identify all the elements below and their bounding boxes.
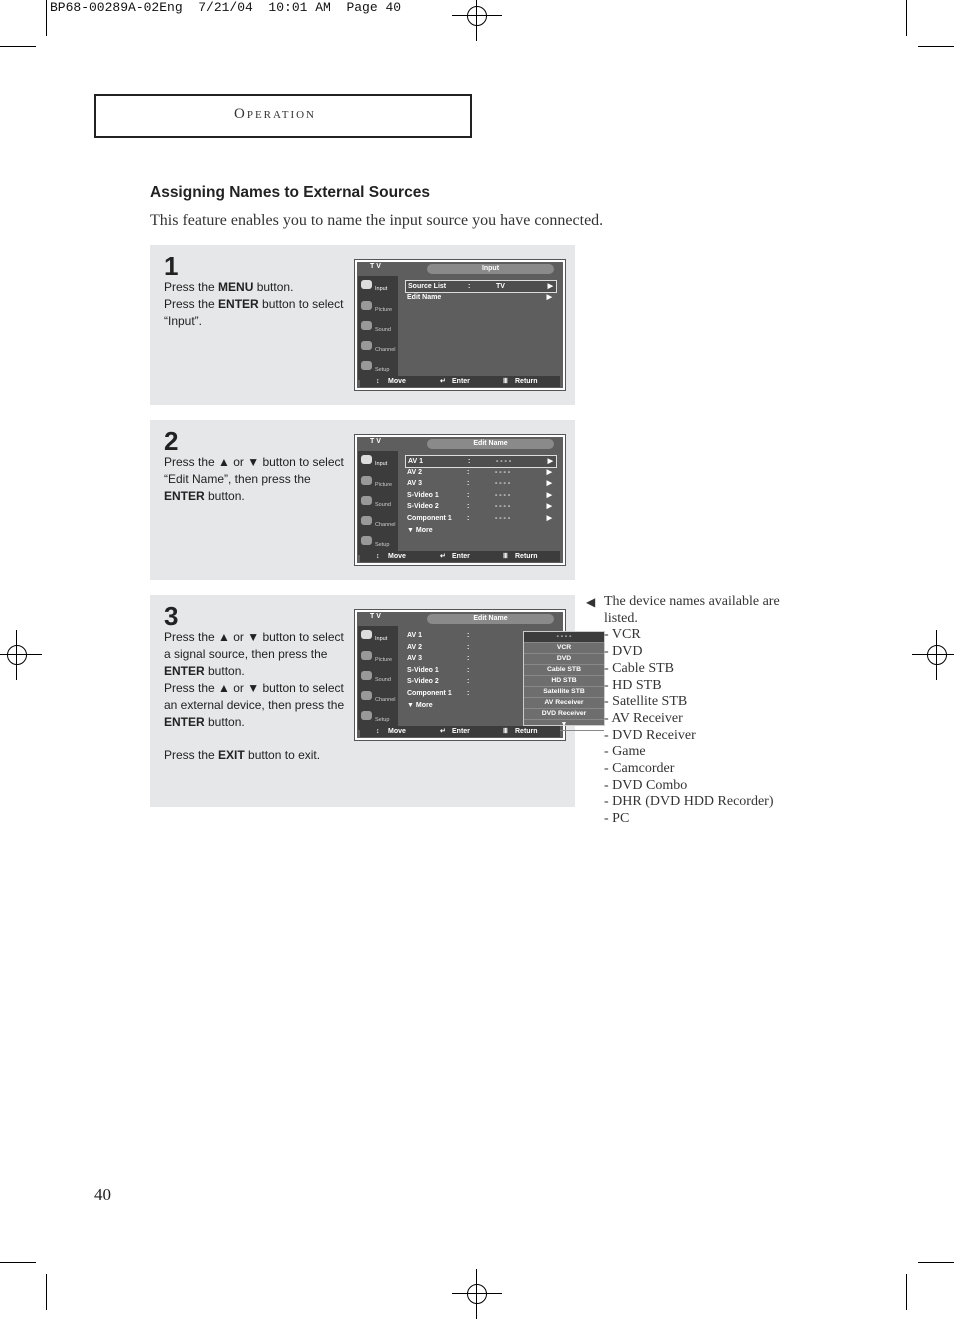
osd-row-name: S-Video 1 <box>407 491 439 499</box>
osd-sidebar-label: Input <box>375 636 388 642</box>
osd-sidebar-label: Picture <box>375 657 393 663</box>
osd-sidebar-label: Setup <box>375 542 390 548</box>
osd-footer-ret: Return <box>515 378 538 385</box>
osd-row-colon: : <box>467 503 470 511</box>
input-icon <box>361 630 372 639</box>
osd-menu-row[interactable] <box>405 478 555 489</box>
osd-sidebar-item-sound[interactable] <box>360 494 397 512</box>
setup-icon <box>361 361 372 370</box>
registration-mark <box>462 1279 492 1309</box>
dropdown-option[interactable]: Cable STB <box>524 665 604 676</box>
osd-row-name: AV 1 <box>408 458 424 465</box>
device-name-item: - VCR <box>604 627 641 643</box>
registration-mark <box>2 640 32 670</box>
crop-mark <box>0 46 36 47</box>
osd-footer-ret: Return <box>515 553 538 560</box>
osd-row-name: S-Video 1 <box>407 666 439 674</box>
osd-footer-enter: Enter <box>452 728 470 735</box>
osd-row-name: ▼ More <box>407 526 433 534</box>
osd-menu-list <box>403 626 587 730</box>
channel-icon <box>361 691 372 700</box>
osd-row-value: - - - - <box>496 458 512 465</box>
move-icon: ↕ <box>376 378 380 385</box>
step-number: 2 <box>164 426 179 456</box>
pointer-left-icon: ◀ <box>586 595 596 609</box>
tv-menu-screen <box>354 609 587 741</box>
tv-menu-screen <box>354 434 566 566</box>
page-heading: Assigning Names to External Sources <box>150 184 430 201</box>
play-arrow-icon: ▶ <box>546 480 552 488</box>
osd-menu-title: Edit Name <box>427 614 554 624</box>
osd-row-colon: : <box>467 690 470 697</box>
device-name-item: - Cable STB <box>604 660 674 676</box>
section-header-box <box>94 94 472 138</box>
osd-sidebar-label: Channel <box>375 347 396 353</box>
osd-sidebar-label: Channel <box>375 697 396 703</box>
osd-sidebar-label: Input <box>375 286 388 292</box>
osd-sidebar-label: Picture <box>375 482 393 488</box>
osd-sidebar-item-picture[interactable] <box>360 649 397 667</box>
osd-row-colon: : <box>467 515 470 522</box>
osd-row-name: AV 1 <box>407 632 423 639</box>
osd-menu-title: Input <box>427 264 554 274</box>
sound-icon <box>361 321 372 330</box>
osd-menu-row[interactable] <box>405 525 555 536</box>
crop-mark <box>46 1274 47 1310</box>
osd-row-colon: : <box>467 491 470 499</box>
osd-footer-ret: Return <box>515 728 538 735</box>
dropdown-option[interactable]: AV Receiver <box>524 698 604 709</box>
osd-menu-list <box>403 451 558 555</box>
instruction-line: Press the ▲ or ▼ button to select a signal source, then press the ENTER button. <box>164 630 344 678</box>
device-name-item: - DVD Receiver <box>604 727 696 743</box>
osd-menu-row[interactable] <box>405 513 555 524</box>
device-name-item: - DVD <box>604 644 643 660</box>
osd-sidebar-item-setup[interactable] <box>360 359 397 377</box>
input-icon <box>361 455 372 464</box>
crop-mark <box>906 0 907 36</box>
osd-sidebar-item-setup[interactable] <box>360 709 397 727</box>
instruction-line: Press the MENU button. <box>164 280 294 294</box>
enter-icon: ↵ <box>440 378 446 385</box>
osd-sidebar <box>358 626 398 730</box>
osd-footer-move: Move <box>388 728 406 735</box>
crop-mark <box>918 46 954 47</box>
osd-footer <box>360 726 560 737</box>
device-name-item: - AV Receiver <box>604 710 683 726</box>
osd-row-colon: : <box>467 643 470 651</box>
osd-footer <box>360 551 560 562</box>
picture-icon <box>361 301 372 310</box>
osd-row-colon: : <box>467 480 470 488</box>
osd-row-colon: : <box>468 458 471 465</box>
osd-sidebar-item-sound[interactable] <box>360 669 397 687</box>
move-icon: ↕ <box>376 728 380 735</box>
osd-sidebar-item-channel[interactable] <box>360 339 397 357</box>
osd-footer-enter: Enter <box>452 378 470 385</box>
osd-sidebar-item-input[interactable] <box>360 628 397 646</box>
step-instructions <box>164 454 349 505</box>
osd-row-colon: : <box>468 283 471 290</box>
osd-footer <box>360 376 560 387</box>
registration-mark <box>462 1 492 31</box>
osd-sidebar-item-sound[interactable] <box>360 319 397 337</box>
return-icon: Ⅲ <box>503 553 508 560</box>
osd-row-colon: : <box>467 632 470 639</box>
osd-sidebar-item-channel[interactable] <box>360 514 397 532</box>
osd-row-name: Source List <box>408 283 447 290</box>
page-number: 40 <box>94 1185 111 1204</box>
osd-row-colon: : <box>467 655 470 663</box>
dropdown-option[interactable]: HD STB <box>524 676 604 687</box>
osd-sidebar-label: Channel <box>375 522 396 528</box>
picture-icon <box>361 476 372 485</box>
printer-slug: BP68-00289A-02Eng 7/21/04 10:01 AM Page 40 <box>50 0 402 15</box>
step-panel-2 <box>150 420 575 580</box>
instruction-line: Press the ENTER button to select “Input”. <box>164 297 344 328</box>
osd-row-name: S-Video 2 <box>407 503 439 511</box>
return-icon: Ⅲ <box>503 728 508 735</box>
play-arrow-icon: ▶ <box>546 293 552 301</box>
enter-icon: ↵ <box>440 553 446 560</box>
channel-icon <box>361 516 372 525</box>
osd-row-value: - - - - <box>495 515 511 522</box>
device-names-note <box>586 594 806 828</box>
device-name-item: - Camcorder <box>604 761 675 777</box>
device-name-list <box>604 627 806 827</box>
osd-row-name: AV 2 <box>407 468 423 476</box>
device-name-item: - HD STB <box>604 677 662 693</box>
osd-row-name: AV 3 <box>407 480 423 488</box>
osd-row-name: ▼ More <box>407 701 433 709</box>
play-arrow-icon: ▶ <box>546 503 552 511</box>
osd-menu-row[interactable] <box>405 467 555 478</box>
instruction-line: Press the ▲ or ▼ button to select “Edit Name”, then press the ENTER button. <box>164 455 344 503</box>
osd-sidebar <box>358 276 398 380</box>
sound-icon <box>361 671 372 680</box>
dropdown-option[interactable]: DVD Receiver <box>524 709 604 720</box>
setup-icon <box>361 536 372 545</box>
device-name-item: - Satellite STB <box>604 694 688 710</box>
return-icon: Ⅲ <box>503 378 508 385</box>
osd-sidebar-label: Sound <box>375 677 391 683</box>
instruction-line: Press the EXIT button to exit. <box>164 748 321 762</box>
osd-row-name: S-Video 2 <box>407 678 439 686</box>
section-title: Operation <box>234 106 317 122</box>
osd-sidebar-item-channel[interactable] <box>360 689 397 707</box>
osd-row-value: - - - - <box>495 491 511 499</box>
intro-text: This feature enables you to name the input source you have connected. <box>150 212 604 229</box>
move-icon: ↕ <box>376 553 380 560</box>
dropdown-option[interactable]: Satellite STB <box>524 687 604 698</box>
osd-row-name: Component 1 <box>407 690 452 697</box>
play-arrow-icon: ▶ <box>546 515 552 522</box>
instruction-line: Press the ▲ or ▼ button to select an external device, then press the ENTER button. <box>164 681 345 729</box>
osd-row-colon: : <box>467 678 470 686</box>
step-number: 1 <box>164 251 179 281</box>
osd-menu-list <box>403 276 558 380</box>
dropdown-option[interactable]: DVD <box>524 654 604 665</box>
osd-sidebar-label: Input <box>375 461 388 467</box>
step-panel-3 <box>150 595 587 807</box>
device-name-item: - Game <box>604 744 646 760</box>
crop-mark <box>46 0 47 36</box>
tv-menu-screen <box>354 259 566 391</box>
osd-footer-enter: Enter <box>452 553 470 560</box>
osd-footer-move: Move <box>388 553 406 560</box>
osd-row-value: - - - - <box>495 503 511 511</box>
osd-sidebar-item-input[interactable] <box>360 278 397 296</box>
osd-footer-move: Move <box>388 378 406 385</box>
play-arrow-icon: ▶ <box>546 468 552 476</box>
osd-sidebar-label: Picture <box>375 307 393 313</box>
osd-sidebar-item-input[interactable] <box>360 453 397 471</box>
play-arrow-icon: ▶ <box>547 283 553 290</box>
play-arrow-icon: ▶ <box>546 491 552 499</box>
osd-sidebar-item-setup[interactable] <box>360 534 397 552</box>
device-name-item: - DVD Combo <box>604 777 688 793</box>
osd-row-value: - - - - <box>495 480 511 488</box>
osd-tv-label: T V <box>370 613 381 620</box>
picture-icon <box>361 651 372 660</box>
osd-sidebar-label: Setup <box>375 367 390 373</box>
osd-sidebar-label: Sound <box>375 327 391 333</box>
dropdown-option[interactable]: - - - - <box>524 632 604 643</box>
osd-row-name: Component 1 <box>407 515 452 522</box>
step-instructions <box>164 629 349 764</box>
input-icon <box>361 280 372 289</box>
osd-row-value: TV <box>496 283 505 290</box>
osd-tv-label: T V <box>370 438 381 445</box>
osd-sidebar-label: Sound <box>375 502 391 508</box>
osd-menu-title: Edit Name <box>427 439 554 449</box>
setup-icon <box>361 711 372 720</box>
osd-sidebar-item-picture[interactable] <box>360 299 397 317</box>
dropdown-option[interactable]: VCR <box>524 643 604 654</box>
play-arrow-icon: ▶ <box>547 458 553 465</box>
osd-row-colon: : <box>467 666 470 674</box>
osd-menu-row[interactable] <box>405 490 555 501</box>
osd-row-value: - - - - <box>495 468 511 476</box>
channel-icon <box>361 341 372 350</box>
crop-mark <box>918 1262 954 1263</box>
osd-row-name: AV 3 <box>407 655 423 663</box>
enter-icon: ↵ <box>440 728 446 735</box>
device-name-item: - DHR (DVD HDD Recorder) <box>604 794 774 810</box>
step-instructions <box>164 279 349 330</box>
osd-menu-row[interactable] <box>405 501 555 512</box>
note-text: The device names available are listed. <box>604 594 780 626</box>
sound-icon <box>361 496 372 505</box>
osd-row-name: AV 2 <box>407 643 423 651</box>
crop-mark <box>906 1274 907 1310</box>
osd-row-name: Edit Name <box>407 293 442 301</box>
crop-mark <box>0 1262 36 1263</box>
step-number: 3 <box>164 601 179 631</box>
osd-sidebar-label: Setup <box>375 717 390 723</box>
osd-sidebar <box>358 451 398 555</box>
osd-menu-row[interactable] <box>405 292 555 303</box>
registration-mark <box>922 640 952 670</box>
scroll-down-icon[interactable]: ▼ <box>524 720 604 731</box>
device-name-item: - PC <box>604 811 630 827</box>
step-panel-1 <box>150 245 575 405</box>
osd-row-colon: : <box>467 468 470 476</box>
osd-sidebar-item-picture[interactable] <box>360 474 397 492</box>
osd-tv-label: T V <box>370 263 381 270</box>
